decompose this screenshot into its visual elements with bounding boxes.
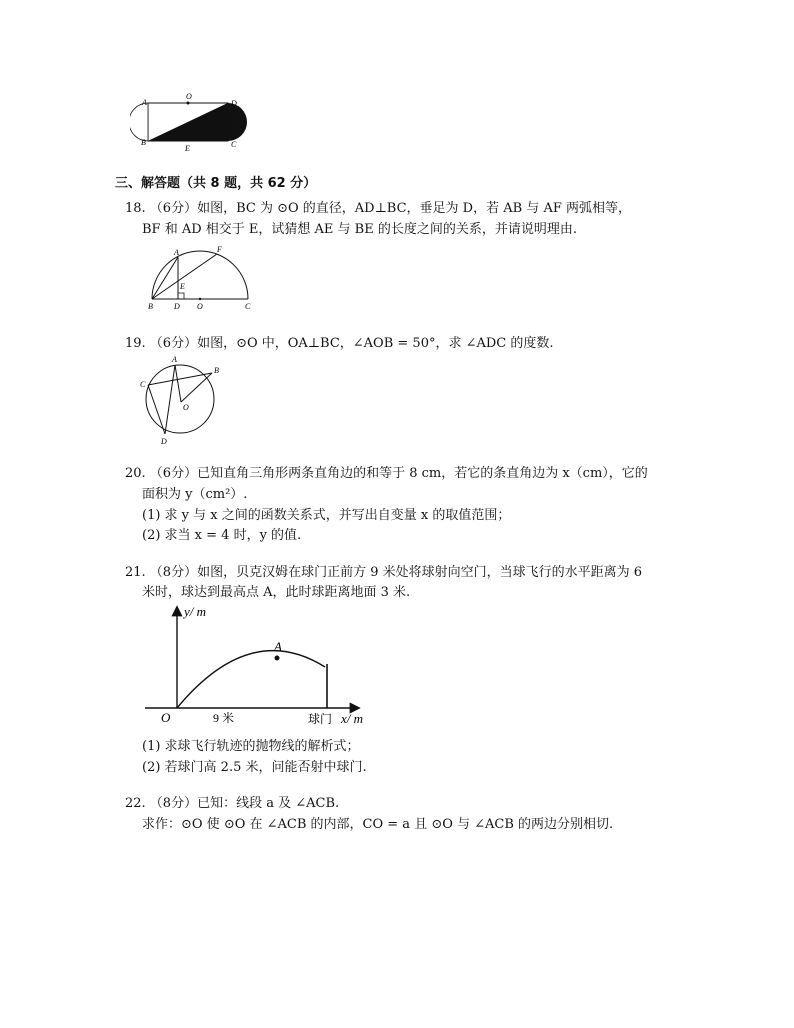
q19-line1: 19. （6分）如图，⊙O 中，OA⊥BC，∠AOB = 50°，求 ∠ADC 的度数.: [125, 336, 554, 351]
q21-label-O: O: [161, 710, 171, 725]
q18-label-D: D: [174, 302, 180, 311]
q18-line2: BF 和 AD 相交于 E，试猜想 AE 与 BE 的长度之间的关系，并请说明理由.: [142, 222, 577, 237]
q21-line1: 21. （8分）如图，贝克汉姆在球门正前方 9 米处将球射向空门，当球飞行的水平距离为 6: [125, 565, 643, 580]
q21-sub2: (2) 若球门高 2.5 米，问能否射中球门.: [142, 760, 367, 775]
q19-label-O: O: [183, 403, 189, 412]
q18-line1: 18. （6分）如图，BC 为 ⊙O 的直径，AD⊥BC，垂足为 D，若 AB 与 AF 两弧相等，: [125, 201, 631, 216]
q21-ylabel: y/ m: [184, 604, 207, 619]
label-C: C: [231, 140, 237, 149]
q19-circle-figure: [135, 352, 225, 447]
q21-label-A: A: [274, 639, 282, 654]
q21-line2: 米时，球达到最高点 A，此时球距离地面 3 米.: [142, 585, 411, 600]
rectangle-semicircle-figure: [130, 90, 250, 154]
q18-label-O: O: [197, 302, 203, 311]
q20-sub2: (2) 求当 x = 4 时，y 的值.: [142, 528, 302, 543]
q21-goal-label: 球门: [308, 712, 333, 726]
q22-line1: 22. （8分）已知：线段 a 及 ∠ACB.: [125, 796, 340, 811]
q18-label-B: B: [148, 302, 153, 311]
q18-label-C: C: [245, 302, 251, 311]
label-A: A: [142, 98, 147, 107]
q19-label-C: C: [140, 380, 146, 389]
q18-semicircle-figure: [140, 243, 265, 313]
q21-trajectory-graph: [140, 600, 390, 735]
q19-label-B: B: [214, 366, 219, 375]
q19-label-A: A: [172, 355, 177, 364]
q20-sub1: (1) 求 y 与 x 之间的函数关系式，并写出自变量 x 的取值范围；: [142, 508, 511, 523]
q20-line2: 面积为 y（cm²）.: [142, 487, 248, 502]
section-title: 三、解答题（共 8 题，共 62 分）: [115, 176, 317, 191]
q21-sub1: (1) 求球飞行轨迹的抛物线的解析式；: [142, 739, 360, 754]
label-O: O: [186, 92, 192, 101]
q19-label-D: D: [161, 437, 167, 446]
label-B: B: [141, 138, 146, 147]
q18-label-A: A: [174, 248, 179, 257]
label-E: E: [185, 144, 190, 153]
label-D: D: [231, 99, 237, 108]
q18-label-E: E: [180, 282, 185, 291]
q21-distance-label: 9 米: [213, 711, 235, 725]
q18-label-F: F: [217, 245, 222, 254]
q22-line2: 求作：⊙O 使 ⊙O 在 ∠ACB 的内部，CO = a 且 ⊙O 与 ∠ACB 的两边分别相切.: [142, 817, 614, 832]
q21-xlabel: x/ m: [341, 711, 364, 726]
q20-line1: 20. （6分）已知直角三角形两条直角边的和等于 8 cm，若它的条直角边为 x（cm），它的: [125, 466, 648, 481]
